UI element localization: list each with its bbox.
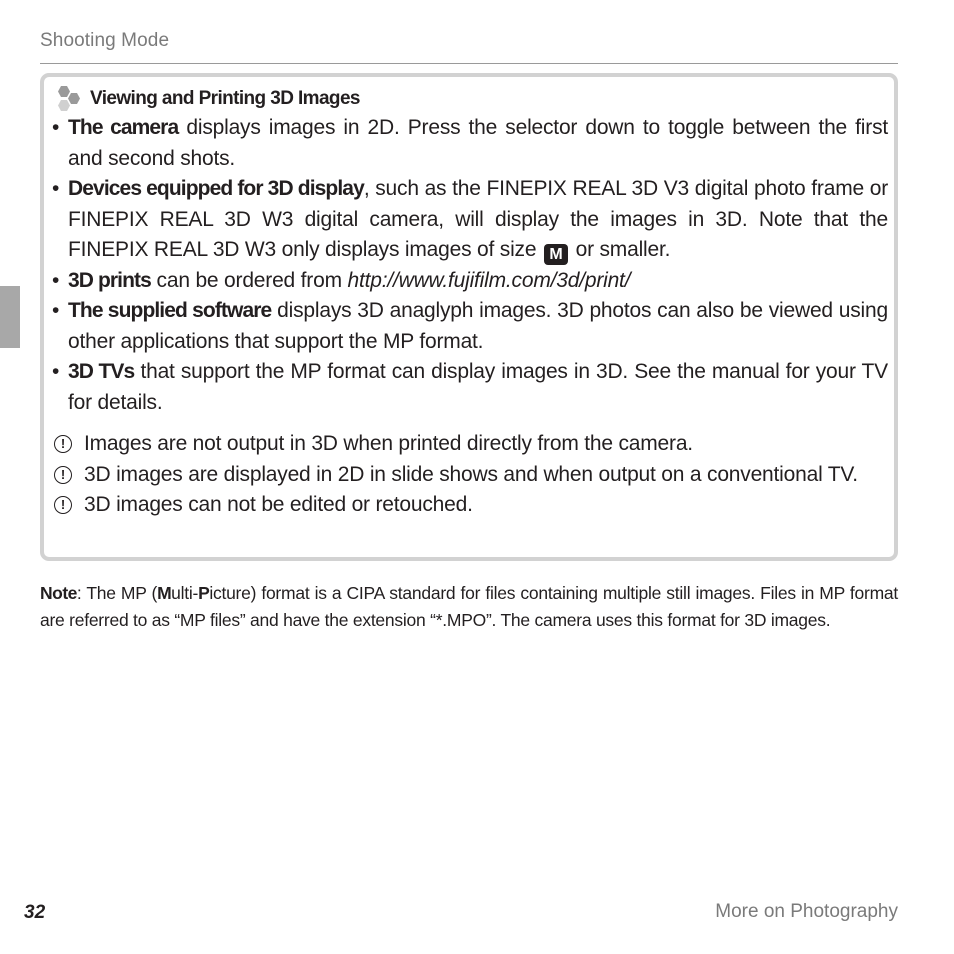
tip-box	[40, 73, 898, 561]
note-label: Note	[40, 583, 77, 603]
note-emphasis-m: M	[157, 583, 172, 603]
caution-icon: !	[54, 435, 72, 453]
bullet-text: , such as the FINEPIX REAL 3D V3 digital photo frame or FINEPIX REAL 3D W3 digital camera, will display the images in 3D. Note that the FINEPIX REAL 3D W3 only displays images of size	[68, 177, 888, 261]
bullet-lead: Devices equipped for 3D display	[68, 177, 364, 200]
list-item: • 3D prints can be ordered from http://www.fujifilm.com/3d/print/	[52, 268, 631, 292]
list-item: • 3D TVs that support the MP format can display images in 3D. See the manual for your TV for details.	[52, 360, 888, 414]
bullet-list	[54, 113, 888, 418]
bullet-lead: The camera	[68, 116, 179, 139]
note-text: ulti-	[171, 583, 199, 603]
bullet-lead: 3D TVs	[68, 360, 135, 383]
bullet-text: can be ordered from	[150, 268, 348, 292]
header-divider	[40, 63, 898, 64]
caution-text: Images are not output in 3D when printed directly from the camera.	[84, 432, 693, 455]
chapter-title: More on Photography	[715, 901, 898, 922]
list-item: • The camera displays images in 2D. Press the selector down to toggle between the first and second shots.	[52, 116, 888, 170]
print-order-link[interactable]: http://www.fujifilm.com/3d/print/	[347, 268, 631, 292]
tip-box-title	[54, 85, 360, 113]
caution-text: 3D images can not be edited or retouched.	[84, 493, 473, 516]
caution-list	[54, 429, 888, 521]
list-item: • Devices equipped for 3D display, such as the FINEPIX REAL 3D V3 digital photo frame or FINEPIX REAL 3D W3 digital camera, will display the images in 3D. Note that the FINEPIX REAL 3D W3 only displays images of size M or smaller.	[52, 177, 888, 263]
caution-icon: !	[54, 496, 72, 514]
note-text: icture) format is a CIPA standard for files containing multiple still images. Files in MP format are referred to as “MP files” and have the extension “*.MPO”. The camera uses this format for 3D images.	[40, 583, 898, 630]
note-emphasis-p: P	[198, 583, 210, 603]
bullet-text: displays 3D anaglyph images. 3D photos can also be viewed using other applications that support the MP format.	[68, 299, 888, 353]
page-number: 32	[24, 902, 46, 923]
note-paragraph	[40, 580, 898, 634]
tip-box-title-text: Viewing and Printing 3D Images	[90, 88, 360, 109]
caution-item	[54, 490, 888, 521]
bullet-tail: or smaller.	[569, 238, 671, 261]
caution-item	[54, 460, 888, 491]
chapter-side-tab	[0, 286, 20, 348]
caution-item	[54, 429, 888, 460]
image-size-m-icon: M	[544, 244, 568, 265]
caution-icon: !	[54, 466, 72, 484]
note-text: : The MP (	[76, 583, 158, 603]
bullet-text: that support the MP format can display images in 3D. See the manual for your TV for details.	[68, 360, 888, 414]
bullet-lead: The supplied software	[68, 299, 272, 322]
bullet-lead: 3D prints	[68, 268, 151, 292]
list-item: • The supplied software displays 3D anaglyph images. 3D photos can also be viewed using other applications that support the MP format.	[52, 299, 888, 353]
section-header: Shooting Mode	[40, 30, 170, 51]
hexagon-tip-icon	[54, 85, 84, 113]
caution-text: 3D images are displayed in 2D in slide shows and when output on a conventional TV.	[84, 462, 858, 486]
bullet-text: displays images in 2D. Press the selector down to toggle between the first and second shots.	[68, 116, 888, 170]
